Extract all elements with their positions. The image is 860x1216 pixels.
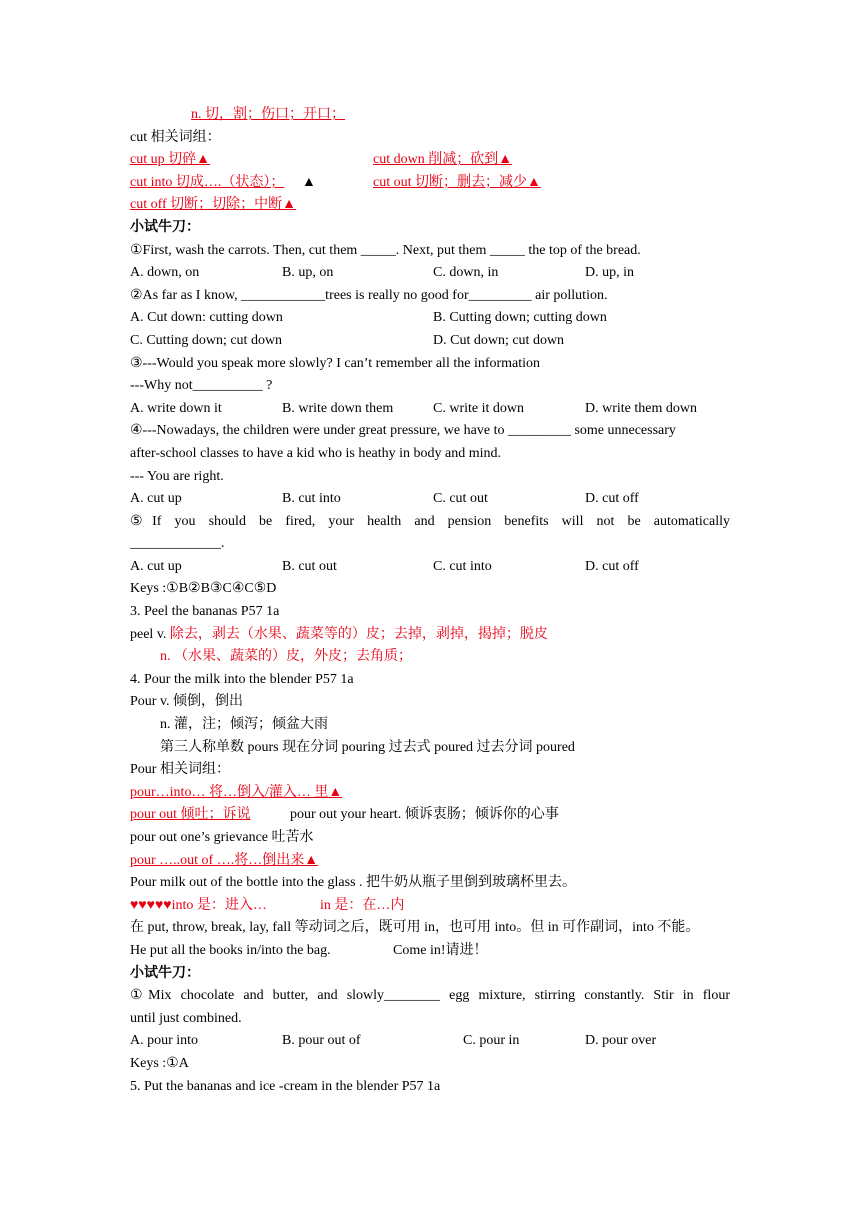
document-page (130, 104, 730, 1098)
option-b: B. cut out (282, 558, 337, 574)
option-b: B. cut into (282, 491, 341, 507)
question-1: ①First, wash the carrots. Then, cut them _____. Next, put them _____ the top of the bread. (130, 242, 641, 258)
peel-noun-meaning: n. （水果、蔬菜的）皮，外皮；去角质； (160, 649, 412, 665)
pour-phrase-4 (130, 850, 730, 873)
pour-phrase-2 (130, 804, 730, 827)
example-put-books: He put all the books in/into the bag. (130, 942, 331, 958)
question-6-options (130, 1030, 730, 1053)
cut-noun-text: n. 切，割；伤口；开口； (191, 107, 345, 122)
question-5-options (130, 556, 730, 579)
cut-phrases-heading: cut 相关词组： (130, 129, 221, 145)
pour-example: Pour milk out of the bottle into the glass . 把牛奶从瓶子里倒到玻璃杯里去。 (130, 875, 577, 891)
question-3: ③---Would you speak more slowly? I can’t remember all the information (130, 355, 541, 371)
into-meaning: ♥♥♥♥♥into 是：进入… (130, 897, 267, 913)
pour-phrase-1 (130, 782, 730, 805)
phrase-cut-out: cut out 切断；删去；减少▲ (373, 174, 541, 190)
option-c: C. write it down (433, 400, 524, 416)
phrase-cut-up: cut up 切碎▲ (130, 152, 210, 168)
pour-out-example: pour out your heart. 倾诉衷肠；倾诉你的心事 (290, 807, 559, 823)
question-2-options-ab (130, 307, 730, 330)
triangle-marker: ▲ (302, 174, 316, 190)
option-b: B. write down them (282, 400, 394, 416)
question-4: ④---Nowadays, the children were under great pressure, we have to _________ some unnecessary (130, 423, 676, 439)
phrase-cut-off: cut off 切断；切除；中断▲ (130, 197, 297, 213)
option-a: A. down, on (130, 265, 200, 281)
into-in-usage-note: 在 put, throw, break, lay, fall 等动词之后，既可用 in，也可用 into。但 in 可作副词，into 不能。 (130, 920, 700, 936)
into-in-comparison (130, 895, 730, 918)
option-d: D. Cut down; cut down (433, 332, 565, 348)
question-4-options (130, 488, 730, 511)
phrase-cut-down: cut down 削减；砍到▲ (373, 152, 513, 168)
pour-noun-def (130, 714, 730, 737)
option-a: A. pour into (130, 1033, 199, 1049)
question-5: ⑤If you should be fired, your health and pension benefits will not be automatically (130, 513, 730, 529)
option-a: A. write down it (130, 400, 222, 416)
cut-noun-def (130, 104, 730, 127)
option-d: D. pour over (585, 1033, 657, 1049)
peel-verb-meaning: 除去，剥去（水果、蔬菜等的）皮；去掉，剥掉，揭掉；脱皮 (169, 626, 548, 642)
question-2-options-cd (130, 330, 730, 353)
phrase-pour-out: pour out 倾吐；诉说 (130, 807, 251, 823)
option-a: A. Cut down: cutting down (130, 310, 283, 326)
in-meaning: in 是：在…内 (320, 897, 405, 913)
peel-verb-label: peel v. (130, 626, 170, 642)
phrase-pour-out-of: pour …..out of ….将…倒出来▲ (130, 852, 319, 868)
option-c: C. cut out (433, 491, 488, 507)
option-b: B. Cutting down; cutting down (433, 310, 607, 326)
answer-keys-1: Keys :①B②B③C④C⑤D (130, 581, 277, 597)
into-in-examples (130, 940, 730, 963)
option-d: D. up, in (585, 265, 634, 281)
section-5-heading: 5. Put the bananas and ice -cream in the blender P57 1a (130, 1078, 441, 1094)
question-4-line-3: --- You are right. (130, 468, 224, 484)
option-c: C. down, in (433, 265, 499, 281)
pour-phrase-3: pour out one’s grievance 吐苦水 (130, 830, 314, 845)
phrase-row-3 (130, 194, 730, 217)
question-2: ②As far as I know, ____________trees is really no good for_________ air pollution. (130, 287, 608, 303)
option-a: A. cut up (130, 558, 182, 574)
question-6-line-2: until just combined. (130, 1010, 242, 1026)
phrase-cut-into: cut into 切成….（状态）； (130, 174, 285, 190)
peel-noun-def (130, 646, 730, 669)
pour-verb-forms: 第三人称单数 pours 现在分词 pouring 过去式 poured 过去分词 poured (160, 739, 575, 755)
example-come-in: Come in!请进！ (393, 942, 488, 958)
question-3-options (130, 398, 730, 421)
practice-heading-2: 小试牛刀： (130, 965, 200, 981)
option-d: D. cut off (585, 491, 639, 507)
option-a: A. cut up (130, 491, 182, 507)
option-b: B. pour out of (282, 1033, 361, 1049)
section-4-heading: 4. Pour the milk into the blender P57 1a (130, 671, 354, 687)
answer-keys-2: Keys :①A (130, 1055, 189, 1071)
phrase-row-2 (130, 172, 730, 195)
peel-verb-def (130, 624, 730, 647)
option-c: C. Cutting down; cut down (130, 332, 283, 348)
pour-phrases-heading: Pour 相关词组： (130, 762, 230, 778)
question-6: ①Mix chocolate and butter, and slowly________ egg mixture, stirring constantly. Stir in flour (130, 988, 730, 1004)
question-3-line-2: ---Why not__________ ? (130, 378, 273, 394)
option-b: B. up, on (282, 265, 334, 281)
pour-noun-meaning: n. 灌，注；倾泻；倾盆大雨 (160, 717, 328, 733)
option-d: D. cut off (585, 558, 639, 574)
phrase-row-1 (130, 149, 730, 172)
option-d: D. write them down (585, 400, 697, 416)
question-4-line-2: after-school classes to have a kid who is heathy in body and mind. (130, 445, 502, 461)
option-c: C. cut into (433, 558, 492, 574)
practice-heading-1: 小试牛刀： (130, 219, 200, 235)
question-5-line-2: _____________. (130, 536, 225, 552)
pour-forms (130, 737, 730, 760)
option-c: C. pour in (463, 1033, 520, 1049)
section-3-heading: 3. Peel the bananas P57 1a (130, 604, 280, 620)
question-1-options (130, 262, 730, 285)
pour-verb-def: Pour v. 倾倒，倒出 (130, 694, 244, 710)
phrase-pour-into: pour…into… 将…倒入/灌入… 里▲ (130, 784, 343, 800)
